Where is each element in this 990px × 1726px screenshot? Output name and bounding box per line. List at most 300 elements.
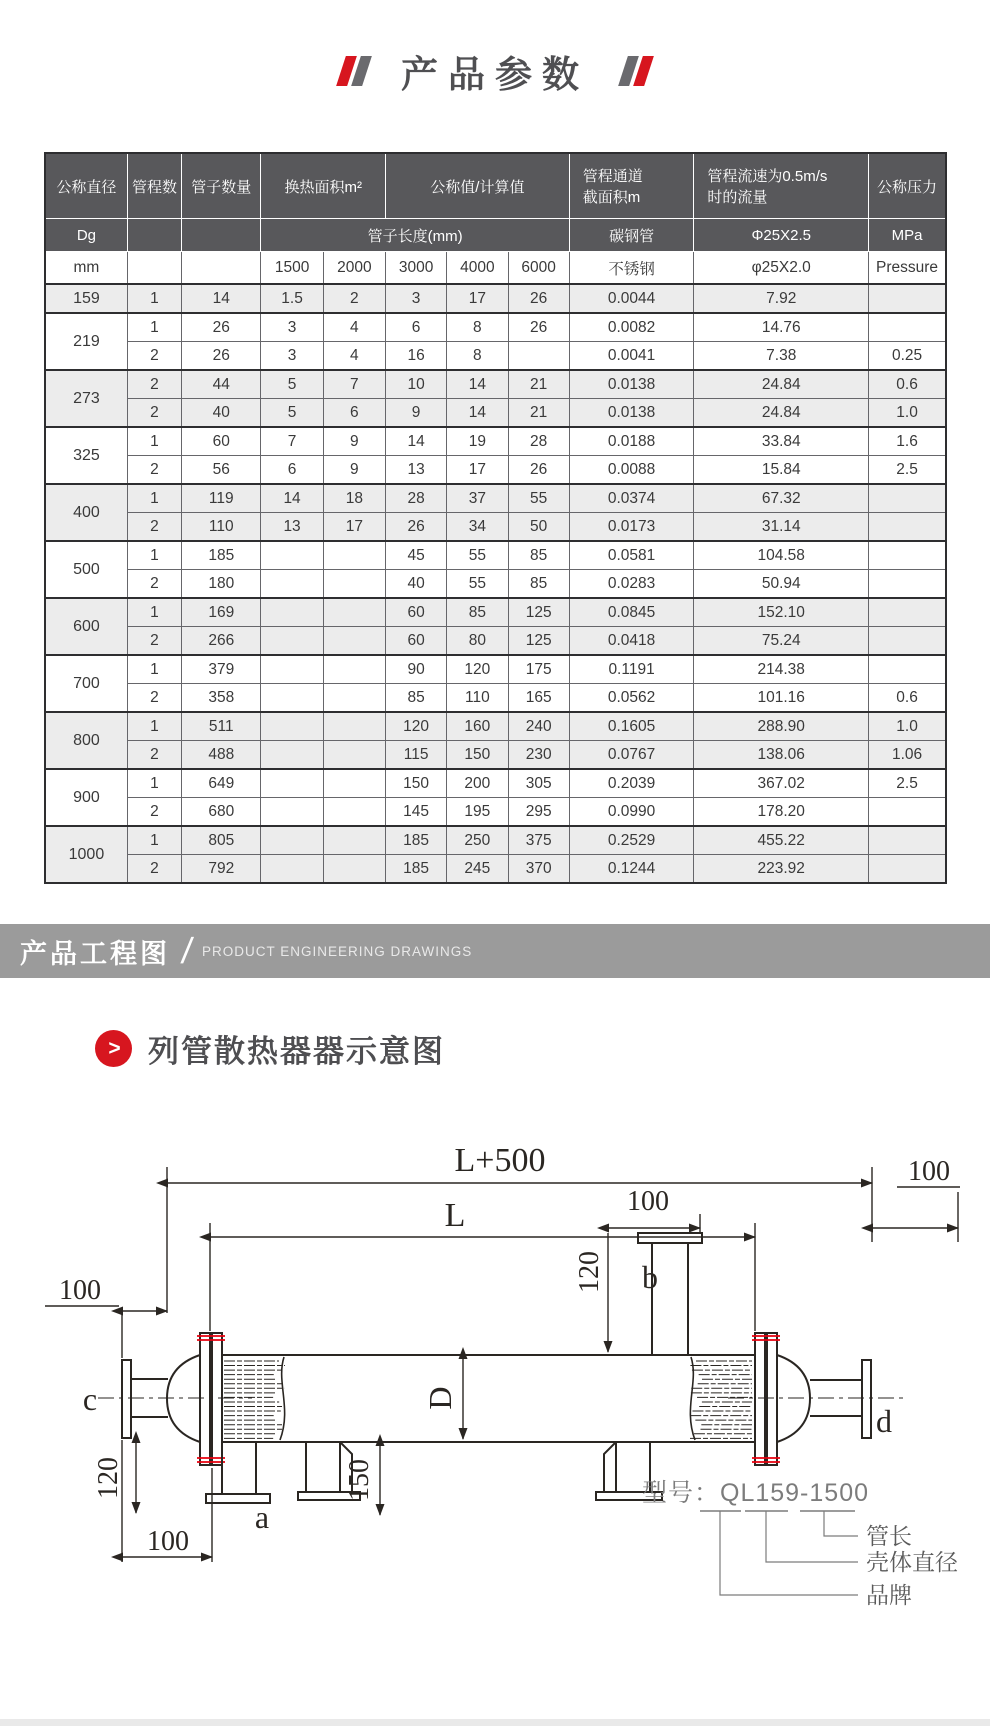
table-cell: 5 [261,399,323,428]
table-cell: 6 [323,399,385,428]
table-cell: 7.38 [694,342,869,371]
table-cell: 792 [182,855,261,884]
diameter-cell: 800 [45,712,127,769]
callout-shell-diameter: 壳体直径 [866,1549,958,1575]
table-cell: 40 [385,570,446,599]
table-cell: 1 [127,598,181,627]
table-cell [869,598,946,627]
table-cell: 1.0 [869,712,946,741]
table-cell: 4 [323,313,385,342]
table-cell: 120 [447,655,508,684]
table-cell: 125 [508,598,569,627]
unit-pressure: Pressure [869,252,946,285]
table-cell: 178.20 [694,798,869,827]
table-cell: 14 [385,427,446,456]
table-cell: 40 [182,399,261,428]
table-cell: 145 [385,798,446,827]
table-cell: 0.0044 [569,284,694,313]
table-cell: 50 [508,513,569,542]
table-cell: 17 [447,456,508,485]
table-cell: 0.0082 [569,313,694,342]
table-header-row-2 [45,219,946,252]
table-cell [869,826,946,855]
table-cell: 649 [182,769,261,798]
table-cell: 26 [508,284,569,313]
table-cell: 0.2529 [569,826,694,855]
table-cell: 44 [182,370,261,399]
table-cell: 8 [447,313,508,342]
table-cell: 26 [182,342,261,371]
table-cell: 3 [385,284,446,313]
dim-l-plus-500 [167,1167,872,1313]
table-row [45,370,946,399]
length-3000: 3000 [385,252,446,285]
table-cell: 6 [261,456,323,485]
table-cell: 0.6 [869,370,946,399]
table-cell: 0.0767 [569,741,694,770]
table-row [45,712,946,741]
table-cell [261,598,323,627]
dim-top-120-label: 120 [574,1251,605,1293]
engineering-drawing [0,1100,990,1670]
table-cell [869,627,946,656]
table-cell: 80 [447,627,508,656]
table-cell: 14 [182,284,261,313]
tube-bundle-break-edges [280,1357,695,1440]
table-row [45,798,946,827]
page-title: 产品参数 [401,54,589,95]
table-cell: 1 [127,712,181,741]
table-cell: 14 [261,484,323,513]
table-row [45,627,946,656]
dim-left-100 [45,1306,167,1358]
table-unit-row [45,252,946,285]
table-cell: 2 [127,370,181,399]
table-cell: 2 [127,684,181,713]
table-cell: 288.90 [694,712,869,741]
table-cell: 0.0041 [569,342,694,371]
table-cell: 0.6 [869,684,946,713]
table-cell: 805 [182,826,261,855]
table-cell: 28 [385,484,446,513]
table-row [45,284,946,313]
table-row [45,655,946,684]
table-cell: 0.0188 [569,427,694,456]
subheader-tube-length: 管子长度(mm) [261,219,569,252]
table-cell: 26 [385,513,446,542]
table-cell: 2 [127,342,181,371]
table-cell [323,769,385,798]
table-cell [869,855,946,884]
dim-l-label: L [444,1197,466,1234]
nozzle-c-label: c [82,1381,98,1417]
table-cell: 0.0173 [569,513,694,542]
table-cell: 15.84 [694,456,869,485]
table-cell [323,741,385,770]
table-cell: 511 [182,712,261,741]
table-cell: 0.0138 [569,370,694,399]
table-cell: 60 [385,627,446,656]
table-cell: 14.76 [694,313,869,342]
dim-shell-diameter-label: D [422,1386,458,1410]
table-cell: 1.6 [869,427,946,456]
table-row [45,427,946,456]
table-cell: 45 [385,541,446,570]
table-row [45,741,946,770]
table-cell: 2 [127,798,181,827]
table-cell: 266 [182,627,261,656]
table-cell: 0.0845 [569,598,694,627]
table-cell: 370 [508,855,569,884]
table-cell [323,627,385,656]
table-header-row-1 [45,153,946,219]
subheader-phi25x25: Φ25X2.5 [694,219,869,252]
length-2000: 2000 [323,252,385,285]
dim-left-100-label: 100 [59,1275,101,1306]
table-cell: 60 [385,598,446,627]
diameter-cell: 219 [45,313,127,370]
table-cell: 90 [385,655,446,684]
table-cell: 67.32 [694,484,869,513]
table-cell: 1 [127,826,181,855]
table-row [45,684,946,713]
table-cell: 0.1605 [569,712,694,741]
table-row [45,342,946,371]
schematic-section-heading [95,1026,445,1071]
table-cell: 13 [385,456,446,485]
dim-bottom-120-label: 120 [93,1457,124,1499]
subheader-mpa: MPa [869,219,946,252]
table-cell [323,684,385,713]
table-cell: 9 [323,427,385,456]
table-cell: 3 [261,313,323,342]
table-cell: 55 [447,570,508,599]
table-cell: 120 [385,712,446,741]
table-cell [869,513,946,542]
tube-bundle-left [224,1361,285,1438]
table-cell [261,627,323,656]
table-cell: 50.94 [694,570,869,599]
table-cell [261,684,323,713]
table-cell [869,284,946,313]
table-cell: 214.38 [694,655,869,684]
table-cell: 195 [447,798,508,827]
table-cell [261,741,323,770]
table-cell: 2 [127,513,181,542]
table-cell: 16 [385,342,446,371]
diameter-cell: 159 [45,284,127,313]
table-cell: 0.25 [869,342,946,371]
table-cell: 2.5 [869,456,946,485]
table-cell: 6 [385,313,446,342]
table-cell: 13 [261,513,323,542]
table-cell [261,855,323,884]
table-cell: 14 [447,399,508,428]
header-diameter: 公称直径 [45,153,127,219]
table-cell: 379 [182,655,261,684]
table-cell: 115 [385,741,446,770]
table-cell: 455.22 [694,826,869,855]
table-cell: 26 [508,313,569,342]
table-cell [508,342,569,371]
table-cell: 0.2039 [569,769,694,798]
table-cell: 0.0418 [569,627,694,656]
right-nozzle [810,1360,871,1438]
table-cell: 1.06 [869,741,946,770]
table-cell [261,655,323,684]
header-tubes: 管子数量 [182,153,261,219]
table-cell: 245 [447,855,508,884]
table-cell: 1 [127,284,181,313]
length-1500: 1500 [261,252,323,285]
table-cell: 85 [508,570,569,599]
table-cell: 2 [127,855,181,884]
chevron-right-icon: > [95,1030,132,1067]
table-cell: 33.84 [694,427,869,456]
table-cell: 1 [127,655,181,684]
product-parameters-table-wrap [44,152,947,884]
table-cell: 185 [385,855,446,884]
table-cell: 5 [261,370,323,399]
table-cell: 28 [508,427,569,456]
table-cell: 10 [385,370,446,399]
table-cell [323,855,385,884]
table-cell: 1 [127,484,181,513]
banner-title-en: PRODUCT ENGINEERING DRAWINGS [202,943,473,959]
table-cell: 24.84 [694,399,869,428]
table-cell: 1 [127,541,181,570]
table-cell [323,798,385,827]
header-pressure: 公称压力 [869,153,946,219]
dim-150-label: 150 [344,1459,375,1501]
title-accent-left-icon [336,56,372,86]
nozzle-d-label: d [876,1403,892,1439]
table-cell: 680 [182,798,261,827]
table-cell: 9 [385,399,446,428]
engineering-drawings-banner [0,924,990,978]
table-cell: 2 [127,627,181,656]
table-cell: 7 [261,427,323,456]
table-cell: 19 [447,427,508,456]
dim-right-100 [872,1187,960,1242]
unit-stainless: 不锈钢 [569,252,694,285]
dim-bottom-100-label: 100 [147,1526,189,1557]
table-cell [869,313,946,342]
diameter-cell: 700 [45,655,127,712]
callout-brand: 品牌 [866,1582,912,1608]
table-cell: 17 [447,284,508,313]
header-area: 换热面积m² [261,153,386,219]
table-cell: 101.16 [694,684,869,713]
table-cell: 240 [508,712,569,741]
table-cell: 150 [447,741,508,770]
table-cell: 0.1244 [569,855,694,884]
table-cell: 0.0374 [569,484,694,513]
table-cell: 119 [182,484,261,513]
table-cell: 367.02 [694,769,869,798]
product-parameters-table [44,152,947,884]
table-cell: 85 [385,684,446,713]
dim-l-plus-500-label: L+500 [454,1142,546,1179]
table-cell [323,598,385,627]
table-cell: 160 [447,712,508,741]
table-cell [323,655,385,684]
table-cell: 375 [508,826,569,855]
table-cell: 37 [447,484,508,513]
table-cell [323,712,385,741]
table-cell: 223.92 [694,855,869,884]
table-cell: 55 [447,541,508,570]
table-cell: 169 [182,598,261,627]
table-cell: 0.1191 [569,655,694,684]
subheader-carbon-steel: 碳钢管 [569,219,694,252]
table-cell: 185 [385,826,446,855]
table-cell: 4 [323,342,385,371]
table-cell: 9 [323,456,385,485]
table-cell [261,541,323,570]
table-cell: 104.58 [694,541,869,570]
table-cell: 0.0283 [569,570,694,599]
diameter-cell: 900 [45,769,127,826]
table-cell: 26 [182,313,261,342]
table-cell: 358 [182,684,261,713]
model-callout-leaders [720,1511,858,1595]
table-cell: 250 [447,826,508,855]
table-row [45,826,946,855]
table-row [45,855,946,884]
table-cell: 18 [323,484,385,513]
table-cell: 230 [508,741,569,770]
model-number-label: 型号：QL159-1500 [642,1479,870,1507]
table-cell: 17 [323,513,385,542]
bottom-nozzle-a [206,1442,270,1503]
table-cell: 8 [447,342,508,371]
nozzle-b-label: b [642,1259,658,1295]
table-cell [323,826,385,855]
table-cell: 21 [508,399,569,428]
table-cell: 1 [127,313,181,342]
dim-l [210,1223,755,1331]
title-accent-right-icon [618,56,654,86]
table-row [45,598,946,627]
table-cell: 165 [508,684,569,713]
table-cell: 152.10 [694,598,869,627]
table-cell: 1.0 [869,399,946,428]
table-cell: 14 [447,370,508,399]
diameter-cell: 500 [45,541,127,598]
table-cell: 7 [323,370,385,399]
params-table-body [45,252,946,884]
table-cell: 305 [508,769,569,798]
table-cell: 34 [447,513,508,542]
callout-tube-length: 管长 [866,1523,912,1549]
table-cell: 75.24 [694,627,869,656]
diameter-cell: 1000 [45,826,127,883]
length-4000: 4000 [447,252,508,285]
table-cell: 21 [508,370,569,399]
diameter-cell: 400 [45,484,127,541]
table-cell: 1.5 [261,284,323,313]
table-cell: 24.84 [694,370,869,399]
header-passes: 管程数 [127,153,181,219]
table-cell: 488 [182,741,261,770]
table-cell [261,826,323,855]
table-cell: 175 [508,655,569,684]
unit-mm: mm [45,252,127,285]
table-cell: 110 [182,513,261,542]
header-nominal: 公称值/计算值 [385,153,569,219]
table-row [45,513,946,542]
table-cell: 2 [323,284,385,313]
table-cell: 2 [127,570,181,599]
table-cell: 110 [447,684,508,713]
table-cell: 2 [127,741,181,770]
tube-bundle-right [690,1361,752,1438]
diameter-cell: 273 [45,370,127,427]
dim-top-100-label: 100 [627,1186,669,1217]
table-row [45,570,946,599]
table-cell [323,541,385,570]
table-cell: 7.92 [694,284,869,313]
table-cell: 185 [182,541,261,570]
table-cell: 1 [127,427,181,456]
table-cell [869,541,946,570]
table-cell: 2 [127,456,181,485]
table-cell: 0.0990 [569,798,694,827]
subheader-dg: Dg [45,219,127,252]
table-cell: 200 [447,769,508,798]
schematic-section-title: 列管散热器器示意图 [148,1034,445,1069]
table-cell [261,798,323,827]
banner-divider: / [179,930,195,971]
header-flow: 管程流速为0.5m/s 时的流量 [694,153,869,219]
banner-title-cn: 产品工程图 [20,938,170,969]
table-cell: 26 [508,456,569,485]
table-cell: 0.0581 [569,541,694,570]
table-cell [323,570,385,599]
table-cell: 0.0562 [569,684,694,713]
table-cell [869,655,946,684]
next-section-divider [0,1719,990,1726]
table-cell: 60 [182,427,261,456]
table-cell: 180 [182,570,261,599]
table-cell: 0.0138 [569,399,694,428]
diameter-cell: 325 [45,427,127,484]
table-cell [869,798,946,827]
table-row [45,456,946,485]
left-nozzle [122,1360,168,1438]
table-cell: 2 [127,399,181,428]
table-row [45,484,946,513]
table-cell: 0.0088 [569,456,694,485]
nozzle-a-label: a [254,1499,270,1535]
diameter-cell: 600 [45,598,127,655]
table-cell: 56 [182,456,261,485]
table-cell: 31.14 [694,513,869,542]
length-6000: 6000 [508,252,569,285]
table-cell [869,570,946,599]
table-cell: 125 [508,627,569,656]
table-row [45,541,946,570]
table-cell: 1 [127,769,181,798]
table-cell: 295 [508,798,569,827]
unit-phi25x20: φ25X2.0 [694,252,869,285]
table-cell [261,570,323,599]
header-channel: 管程通道 截面积m [569,153,694,219]
table-cell [261,769,323,798]
dim-right-100-label: 100 [908,1156,950,1187]
page-title-row [0,44,990,98]
